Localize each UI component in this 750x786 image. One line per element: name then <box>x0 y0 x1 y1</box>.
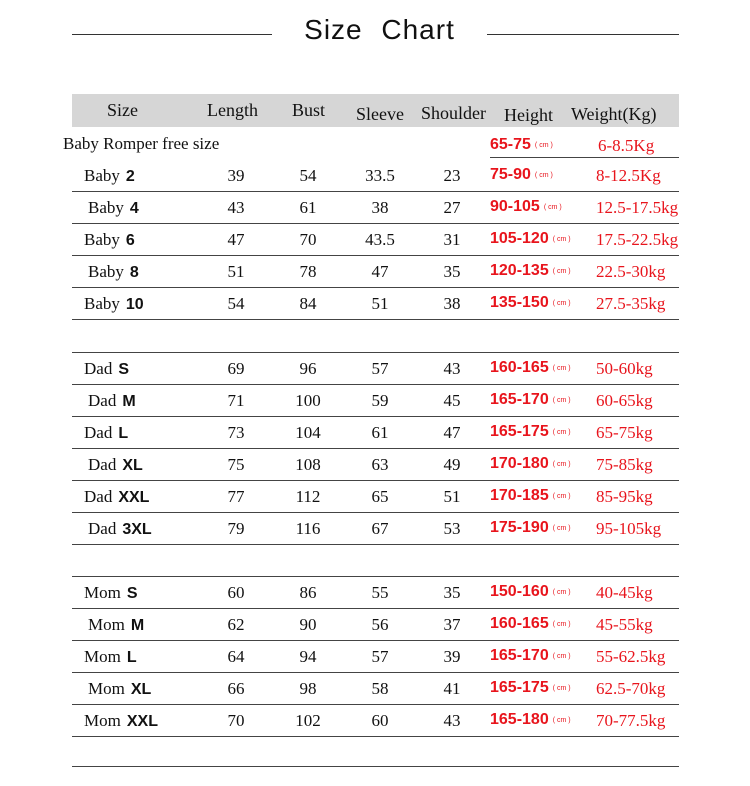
bust-value: 108 <box>295 455 321 474</box>
bust-value: 78 <box>299 262 317 281</box>
height-unit: ( cm ) <box>552 365 571 372</box>
title-rule-left <box>72 34 272 35</box>
size-label <box>88 679 151 699</box>
weight-range: 45-55kg <box>596 615 653 634</box>
size-value: 10 <box>125 296 144 313</box>
length-value: 75 <box>227 455 245 474</box>
table-row <box>72 449 679 481</box>
size-label <box>84 583 138 603</box>
length-value: 64 <box>227 647 245 666</box>
weight-range: 95-105kg <box>596 519 662 538</box>
length-value: 51 <box>227 262 245 281</box>
table-row <box>72 673 679 705</box>
shoulder-value: 39 <box>443 647 461 666</box>
shoulder-value: 38 <box>443 294 461 313</box>
mom-label: Mom <box>88 615 125 634</box>
length-value: 66 <box>227 679 245 698</box>
height-unit: ( cm ) <box>534 172 553 179</box>
row-divider <box>490 157 679 158</box>
free-size-label: Baby Romper free size <box>63 134 220 153</box>
table-row <box>72 609 679 641</box>
weight-range: 27.5-35kg <box>596 294 666 313</box>
table-row <box>72 641 679 673</box>
table-row <box>72 192 679 224</box>
height-value: 65-75 <box>490 136 531 153</box>
mom-label: Mom <box>84 647 121 666</box>
height-value: 165-170 <box>490 391 549 408</box>
weight-range: 65-75kg <box>596 423 653 442</box>
table-row <box>72 224 679 256</box>
sleeve-value: 55 <box>371 583 389 602</box>
weight-range: 60-65kg <box>596 391 653 410</box>
length-value: 54 <box>227 294 245 313</box>
length-value: 70 <box>227 711 245 730</box>
dad-label: Dad <box>88 455 117 474</box>
table-row <box>72 288 679 320</box>
table-row <box>72 353 679 385</box>
mom-label: Mom <box>88 679 125 698</box>
size-label <box>84 487 149 507</box>
bust-value: 90 <box>299 615 317 634</box>
height-unit: ( cm ) <box>552 525 571 532</box>
size-label <box>84 294 144 314</box>
shoulder-value: 53 <box>443 519 461 538</box>
shoulder-value: 35 <box>443 262 461 281</box>
dad-label: Dad <box>84 423 113 442</box>
baby-label: Baby <box>88 262 124 281</box>
height-value: 170-180 <box>490 455 549 472</box>
size-value: 8 <box>129 264 139 281</box>
height-unit: ( cm ) <box>552 268 571 275</box>
size-value: S <box>118 361 129 378</box>
height-value: 135-150 <box>490 294 549 311</box>
size-value: S <box>126 585 138 602</box>
height-unit: ( cm ) <box>543 204 562 211</box>
bust-value: 104 <box>295 423 321 442</box>
table-row <box>72 513 679 545</box>
weight-range: 40-45kg <box>596 583 653 602</box>
height-range <box>490 294 571 312</box>
height-range <box>490 679 571 697</box>
table-row <box>72 160 679 192</box>
table-row-free-size <box>63 130 679 158</box>
col-shoulder: Shoulder <box>421 103 486 123</box>
size-label <box>84 711 158 731</box>
size-value: XXL <box>118 489 150 506</box>
bust-value: 86 <box>299 583 317 602</box>
shoulder-value: 45 <box>443 391 461 410</box>
sleeve-value: 51 <box>371 294 389 313</box>
height-unit: ( cm ) <box>552 429 571 436</box>
shoulder-value: 23 <box>443 166 461 185</box>
height-unit: ( cm ) <box>552 300 571 307</box>
height-range <box>490 647 571 665</box>
height-range <box>490 198 562 216</box>
col-length: Length <box>207 100 258 120</box>
table-bottom-rule <box>72 766 679 767</box>
shoulder-value: 47 <box>443 423 461 442</box>
bust-value: 96 <box>299 359 317 378</box>
shoulder-value: 27 <box>443 198 461 217</box>
length-value: 47 <box>227 230 245 249</box>
height-range <box>490 423 571 441</box>
bust-value: 54 <box>299 166 317 185</box>
height-unit: ( cm ) <box>552 589 571 596</box>
height-value: 90-105 <box>490 198 540 215</box>
table-row <box>72 256 679 288</box>
length-value: 71 <box>227 391 245 410</box>
bust-value: 98 <box>299 679 317 698</box>
weight-range: 8-12.5Kg <box>596 166 661 185</box>
dad-label: Dad <box>84 359 113 378</box>
height-value: 175-190 <box>490 519 549 536</box>
height-value: 75-90 <box>490 166 531 183</box>
table-row <box>72 385 679 417</box>
height-unit: ( cm ) <box>552 493 571 500</box>
height-value: 160-165 <box>490 615 549 632</box>
height-range <box>490 455 571 473</box>
weight-range: 12.5-17.5kg <box>596 198 679 217</box>
shoulder-value: 49 <box>443 455 461 474</box>
size-label <box>84 423 128 443</box>
size-value: L <box>126 649 137 666</box>
shoulder-value: 31 <box>443 230 461 249</box>
length-value: 77 <box>227 487 245 506</box>
dad-label: Dad <box>84 487 113 506</box>
weight-range: 17.5-22.5kg <box>596 230 679 249</box>
weight-range: 22.5-30kg <box>596 262 666 281</box>
col-height: Height <box>504 105 553 125</box>
length-value: 69 <box>227 359 245 378</box>
mom-label: Mom <box>84 711 121 730</box>
baby-label: Baby <box>84 230 120 249</box>
sleeve-value: 67 <box>371 519 389 538</box>
height-unit: ( cm ) <box>552 653 571 660</box>
col-weight: Weight(Kg) <box>571 104 657 124</box>
dad-label: Dad <box>88 391 117 410</box>
sleeve-value: 43.5 <box>365 230 395 249</box>
height-value: 165-170 <box>490 647 549 664</box>
sleeve-value: 61 <box>371 423 389 442</box>
height-unit: ( cm ) <box>534 142 553 149</box>
sleeve-value: 57 <box>371 359 389 378</box>
col-sleeve: Sleeve <box>356 104 404 124</box>
height-unit: ( cm ) <box>552 717 571 724</box>
height-unit: ( cm ) <box>552 236 571 243</box>
height-value: 170-185 <box>490 487 549 504</box>
size-value: L <box>118 425 129 442</box>
table-row <box>72 417 679 449</box>
size-value: XXL <box>126 713 158 730</box>
bust-value: 61 <box>299 198 317 217</box>
height-range <box>490 230 571 248</box>
dad-label: Dad <box>88 519 117 538</box>
sleeve-value: 59 <box>371 391 389 410</box>
size-label <box>88 615 144 635</box>
row-divider <box>72 736 679 737</box>
mom-label: Mom <box>84 583 121 602</box>
sleeve-value: 65 <box>371 487 389 506</box>
height-unit: ( cm ) <box>552 461 571 468</box>
height-unit: ( cm ) <box>552 685 571 692</box>
height-value: 165-175 <box>490 423 549 440</box>
size-label <box>88 519 152 539</box>
baby-label: Baby <box>84 166 120 185</box>
size-label <box>84 359 129 379</box>
height-range <box>490 487 571 505</box>
sleeve-value: 63 <box>371 455 389 474</box>
size-value: M <box>122 393 136 410</box>
length-value: 62 <box>227 615 245 634</box>
length-value: 79 <box>227 519 245 538</box>
shoulder-value: 41 <box>443 679 461 698</box>
size-value: M <box>130 617 145 634</box>
bust-value: 84 <box>299 294 317 313</box>
height-value: 165-175 <box>490 679 549 696</box>
size-label <box>88 455 143 475</box>
bust-value: 102 <box>295 711 321 730</box>
length-value: 60 <box>227 583 245 602</box>
size-value: 4 <box>129 200 139 217</box>
col-size: Size <box>107 100 138 120</box>
height-range <box>490 583 571 601</box>
shoulder-value: 51 <box>443 487 461 506</box>
height-range <box>490 262 571 280</box>
shoulder-value: 43 <box>443 711 461 730</box>
height-range <box>490 166 553 184</box>
baby-label: Baby <box>88 198 124 217</box>
bust-value: 112 <box>295 487 321 506</box>
title-rule-right <box>487 34 679 35</box>
sleeve-value: 57 <box>371 647 389 666</box>
size-value: 2 <box>125 168 135 185</box>
shoulder-value: 43 <box>443 359 461 378</box>
height-unit: ( cm ) <box>552 621 571 628</box>
shoulder-value: 35 <box>443 583 461 602</box>
sleeve-value: 33.5 <box>365 166 395 185</box>
size-value: 6 <box>125 232 135 249</box>
table-row <box>72 481 679 513</box>
height-range <box>490 519 571 537</box>
height-value: 150-160 <box>490 583 549 600</box>
weight-range: 75-85kg <box>596 455 653 474</box>
height-range <box>490 359 571 377</box>
weight-range: 85-95kg <box>596 487 653 506</box>
sleeve-value: 60 <box>371 711 389 730</box>
length-value: 43 <box>227 198 245 217</box>
table-row <box>72 577 679 609</box>
height-value: 165-180 <box>490 711 549 728</box>
bust-value: 116 <box>295 519 321 538</box>
shoulder-value: 37 <box>443 615 461 634</box>
weight-range: 55-62.5kg <box>596 647 666 666</box>
row-divider <box>72 544 679 545</box>
size-label <box>88 198 139 218</box>
height-value: 120-135 <box>490 262 549 279</box>
sleeve-value: 38 <box>371 198 389 217</box>
size-value: XL <box>122 457 143 474</box>
size-value: XL <box>130 681 152 698</box>
size-label <box>84 166 135 186</box>
height-range <box>490 615 571 633</box>
length-value: 73 <box>227 423 245 442</box>
length-value: 39 <box>227 166 245 185</box>
bust-value: 100 <box>295 391 321 410</box>
height-unit: ( cm ) <box>552 397 571 404</box>
height-range <box>490 136 553 154</box>
baby-label: Baby <box>84 294 120 313</box>
row-divider <box>72 319 679 320</box>
table-row <box>72 705 679 737</box>
weight-range: 50-60kg <box>596 359 653 378</box>
height-range <box>490 711 571 729</box>
size-label <box>88 391 136 411</box>
size-label <box>84 647 137 667</box>
weight-range: 70-77.5kg <box>596 711 666 730</box>
sleeve-value: 56 <box>371 615 389 634</box>
size-value: 3XL <box>122 521 152 538</box>
page-title: Size Chart <box>304 14 455 45</box>
col-bust: Bust <box>292 100 326 120</box>
height-value: 160-165 <box>490 359 549 376</box>
sleeve-value: 58 <box>371 679 389 698</box>
bust-value: 70 <box>299 230 317 249</box>
height-value: 105-120 <box>490 230 549 247</box>
bust-value: 94 <box>299 647 317 666</box>
size-label <box>88 262 139 282</box>
weight-range: 62.5-70kg <box>596 679 666 698</box>
size-label <box>84 230 135 250</box>
weight-range: 6-8.5Kg <box>598 136 655 155</box>
sleeve-value: 47 <box>371 262 389 281</box>
height-range <box>490 391 571 409</box>
